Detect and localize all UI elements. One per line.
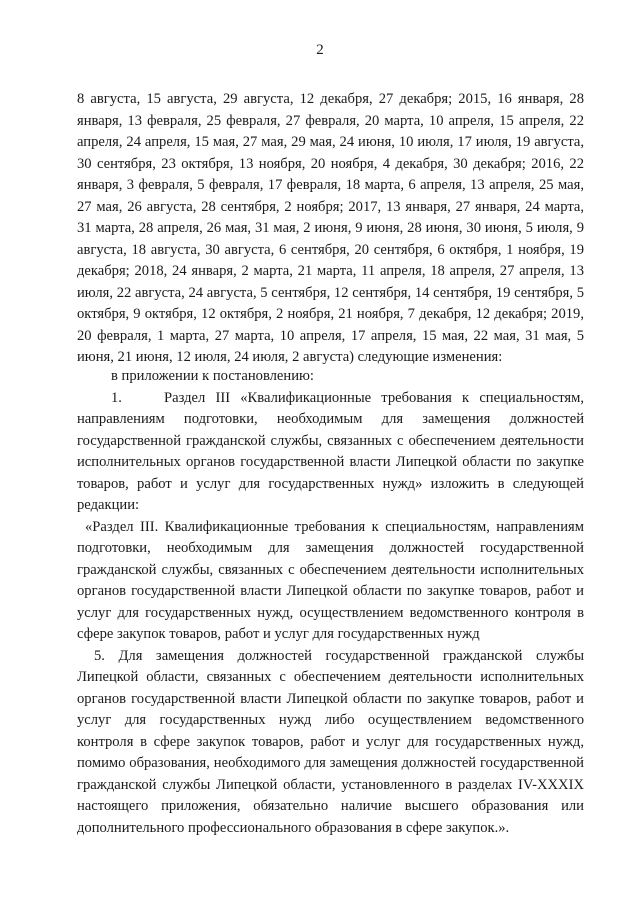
quoted-section-heading: «Раздел III. Квалификационные требования к специальностям, направлениям подготовки, необходимым для замещения должностей государственной гражданской службы, связанных с обеспечением деятельности исполнительных органов государственной власти Липецкой области по закупке товаров, работ и услуг для государственных нужд, осуществлением ведомственного контроля в сфере закупок товаров, работ и услуг для государственных нужд bbox=[77, 518, 584, 642]
item-1-text: Раздел III «Квалификационные требования к специальностям, направлениям подготовки, необходимым для замещения должностей государственной гражданской службы, связанных с обеспечением деятельности исполнительных органов государственной власти Липецкой области по закупке товаров, работ и услуг для государственных нужд» изложить в следующей редакции: bbox=[77, 389, 584, 513]
amendments-block bbox=[77, 366, 584, 839]
item-1-number: 1. bbox=[111, 389, 122, 406]
page-number: 2 bbox=[316, 42, 324, 58]
dates-paragraph: 8 августа, 15 августа, 29 августа, 12 декабря, 27 декабря; 2015, 16 января, 28 января, 13 февраля, 25 февраля, 27 февраля, 20 марта, 10 апреля, 15 апреля, 22 апреля, 24 апреля, 15 мая, 27 мая, 29 мая, 24 июня, 10 июля, 17 июля, 19 августа, 30 сентября, 23 октября, 13 ноября, 20 ноября, 4 декабря, 30 декабря; 2016, 22 января, 3 февраля, 5 февраля, 17 февраля, 18 марта, 6 апреля, 13 апреля, 25 мая, 27 мая, 26 августа, 28 сентября, 2 ноября; 2017, 13 января, 27 января, 24 марта, 31 марта, 28 апреля, 26 мая, 31 мая, 2 июня, 9 июня, 28 июня, 30 июня, 5 июля, 9 августа, 18 августа, 30 августа, 6 сентября, 20 сентября, 6 октября, 1 ноября, 19 декабря; 2018, 24 января, 2 марта, 21 марта, 11 апреля, 18 апреля, 27 апреля, 13 июля, 22 августа, 24 августа, 5 сентября, 12 сентября, 14 сентября, 19 сентября, 5 октября, 9 октября, 12 октября, 2 ноября, 21 ноября, 7 декабря, 12 декабря; 2019, 20 февраля, 1 марта, 27 марта, 10 апреля, 17 апреля, 15 мая, 22 мая, 31 мая, 5 июня, 21 июня, 12 июля, 24 июля, 2 августа) следующие изменения: bbox=[77, 91, 584, 365]
item-1-paragraph bbox=[77, 388, 584, 517]
dates-block bbox=[77, 89, 584, 369]
item-5-paragraph: 5. Для замещения должностей государственной гражданской службы Липецкой области, связанных с обеспечением деятельности исполнительных органов государственной власти Липецкой области по закупке товаров, работ и услуг для государственных нужд либо осуществлением ведомственного контроля в сфере закупок товаров, работ и услуг для государственных нужд, помимо образования, необходимого для замещения должностей государственной гражданской службы Липецкой области, установленного в разделах IV-XXXIX настоящего приложения, обязательно наличие высшего образования или дополнительного профессионального образования в сфере закупок.». bbox=[77, 647, 584, 836]
intro-paragraph: в приложении к постановлению: bbox=[111, 368, 314, 384]
